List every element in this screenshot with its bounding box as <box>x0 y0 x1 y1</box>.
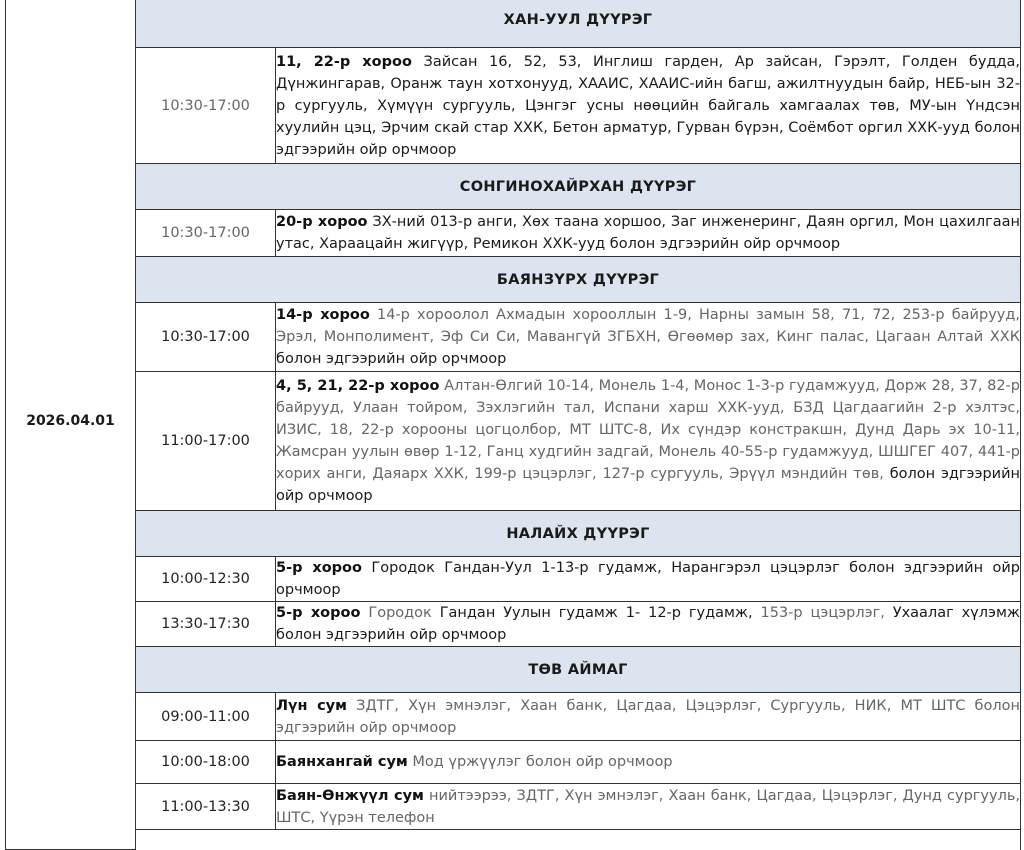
time-range: 10:30-17:00 <box>161 329 250 345</box>
location-text: Ухаалаг хүлэмж болон эдгээрийн ойр орчмоор <box>276 605 1020 643</box>
time-range: 11:00-17:00 <box>161 433 250 449</box>
district-header <box>136 164 1021 210</box>
location-text-grey: Мод үржүүлэг болон ойр орчмоор <box>407 754 673 770</box>
time-range: 10:30-17:00 <box>161 225 250 241</box>
time-cell <box>136 303 276 372</box>
khoroo-label: 4, 5, 21, 22-р хороо <box>276 378 440 394</box>
time-cell <box>136 784 276 830</box>
district-header <box>136 257 1021 303</box>
khoroo-label: Баян-Өнжүүл сум <box>276 787 424 804</box>
location-text-grey: Городок <box>360 605 440 621</box>
time-range: 09:00-11:00 <box>161 708 250 725</box>
time-cell <box>136 602 276 647</box>
location-text: Гандан Уулын гудамж 1- 12-р гудамж, <box>439 605 761 621</box>
location-cell <box>276 741 1021 784</box>
location-text-grey: нийтээрээ, ЗДТГ, Хүн эмнэлэг, Хаан банк, Цагдаа, Цэцэрлэг, Дунд сургууль, ШТС, Үүрэн телефон <box>276 787 1020 826</box>
khoroo-label: 5-р хороо <box>276 605 361 621</box>
location-text-grey: ЗДТГ, Хүн эмнэлэг, Хаан банк, Цагдаа, Цэцэрлэг, Сургууль, НИК, МТ ШТС болон эдгээрийн ойр орчмоор <box>276 697 1020 736</box>
khoroo-label: 20-р хороо <box>276 214 368 230</box>
location-text: Городок Гандан-Уул 1-13-р гудамж, Нарангэрэл цэцэрлэг болон эдгээрийн ойр орчмоор <box>276 560 1020 598</box>
district-header <box>136 647 1021 693</box>
khoroo-label: 11, 22-р хороо <box>276 53 412 70</box>
district-name: НАЛАЙХ ДҮҮРЭГ <box>506 525 650 542</box>
location-cell <box>276 784 1021 830</box>
time-cell <box>136 693 276 741</box>
location-text: болон эдгээрийн ойр орчмоор <box>276 466 1021 504</box>
time-cell <box>136 210 276 257</box>
district-name: ХАН-УУЛ ДҮҮРЭГ <box>503 12 653 28</box>
time-range: 11:00-13:30 <box>161 798 250 815</box>
location-cell <box>276 210 1021 257</box>
power-outage-schedule-table <box>5 0 1021 850</box>
district-header <box>136 0 1021 48</box>
location-cell <box>276 557 1021 602</box>
time-range: 13:30-17:30 <box>161 616 250 632</box>
time-range: 10:30-17:00 <box>161 97 250 114</box>
time-cell <box>136 48 276 164</box>
khoroo-label: 5-р хороо <box>276 560 362 576</box>
time-range: 10:00-18:00 <box>161 754 250 770</box>
district-name: ТӨВ АЙМАГ <box>528 661 628 678</box>
khoroo-label: 14-р хороо <box>276 307 370 323</box>
district-header <box>136 511 1021 557</box>
khoroo-label: Лүн сум <box>276 697 347 714</box>
location-text: Зайсан 16, 52, 53, Инглиш гарден, Ар зайсан, Гэрэлт, Голден будда, Дүнжингарав, Оранж таун хотхонууд, ХААИС, ХААИС-ийн багш, ажилтнуудын байр, НЕБ-ын 32-р сургууль, Хүмүүн сургууль, Цэнгэг усны нөөцийн байгаль хамгаалах төв, МУ-ын Үндсэн хуулийн цэц, Эрчим скай стар ХХК, Бетон арматур, Гурван бүрэн, Соёмбот оргил ХХК-ууд болон эдгээрийн ойр орчмоор <box>276 53 1020 158</box>
table-continuation <box>136 830 1021 850</box>
location-text-grey: Алтан-Өлгий 10-14, Монель 1-4, Монос 1-3-р гудамжууд, Дорж 28, 37, 82-р байрууд, Улаан тойром, Зэхлэгийн тал, Испани харш ХХК-ууд, БЗД Цагдаагийн 2-р хэлтэс, ИЗИС, 18, 22-р хорооны цогцолбор, МТ ШТС-8, Их сүндэр констракшн, Дунд Дарь эх 10-11, Жамсран уулын өвөр 1-12, Ганц худгийн задгай, Монель 40-55-р гудамжууд, ШШГЕГ 407, 441-р хорих анги, Даяарх ХХК, 199-р цэцэрлэг, 127-р сургууль, Эрүүл мэндийн төв, <box>276 378 1020 482</box>
date-label: 2026.04.01 <box>26 413 115 429</box>
time-cell <box>136 741 276 784</box>
time-cell <box>136 557 276 602</box>
time-cell <box>136 372 276 511</box>
location-cell <box>276 693 1021 741</box>
district-name: БАЯНЗҮРХ ДҮҮРЭГ <box>496 271 660 288</box>
district-name: СОНГИНОХАЙРХАН ДҮҮРЭГ <box>459 178 697 195</box>
location-cell <box>276 303 1021 372</box>
location-text: болон эдгээрийн ойр орчмоор <box>276 351 507 367</box>
location-cell <box>276 372 1021 511</box>
location-text-grey: 153-р цэцэрлэг, <box>760 605 893 621</box>
location-text-grey: 14-р хороолол Ахмадын хорооллын 1-9, Нарны замын 58, 71, 72, 253-р байрууд, Эрэл, Монполимент, Эф Си Си, Мавангүй ЗГБХН, Өгөөмөр зах, Кинг палас, Цагаан Алтай ХХК <box>276 307 1020 345</box>
location-text: ЗХ-ний 013-р анги, Хөх таана хоршоо, Заг инженеринг, Даян оргил, Мон цахилгаан утас, Хараацайн жигүүр, Ремикон ХХК-ууд болон эдгээрийн ойр орчмоор <box>276 214 1020 252</box>
khoroo-label: Баянхангай сум <box>276 754 408 770</box>
time-range: 10:00-12:30 <box>161 571 250 587</box>
location-cell <box>276 602 1021 647</box>
date-cell <box>6 0 136 850</box>
location-cell <box>276 48 1021 164</box>
